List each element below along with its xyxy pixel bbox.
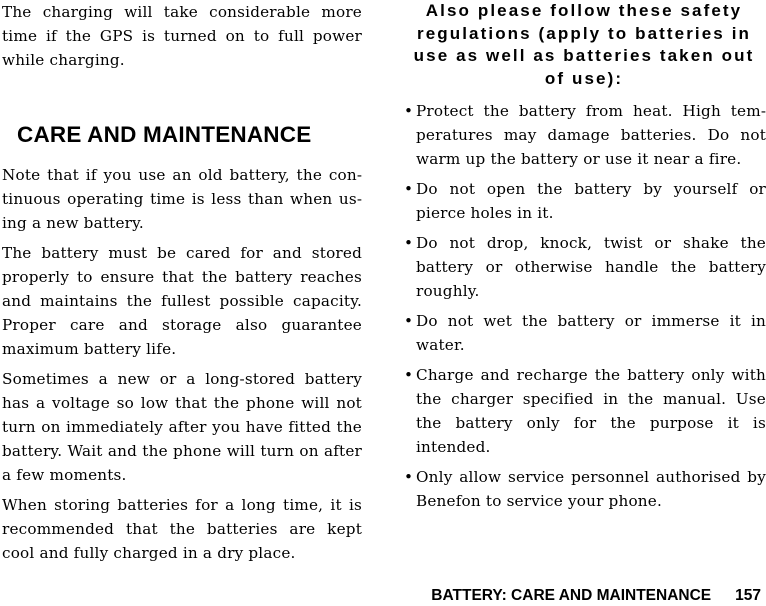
section-title: CARE AND MAINTENANCE (17, 122, 312, 147)
list-item-text: Do not open the battery by yourself or pierce holes in it. (416, 180, 766, 223)
bullet-icon: • (404, 180, 414, 199)
paragraph-long-storage: When storing batteries for a long time, it is recommended that the batteries are kept cool and fully charged in a dry place. (2, 496, 362, 562)
bullet-icon: • (404, 366, 414, 385)
bullet-icon: • (404, 468, 414, 487)
paragraph-care-storage: The battery must be cared for and stored properly to ensure that the battery reaches and maintains the fullest possible capacity. Proper care and storage also guarantee maximum battery life. (2, 244, 362, 358)
footer-section-title: BATTERY: CARE AND MAINTENANCE (431, 587, 712, 604)
intro-paragraph: The charging will take considerable more time if the GPS is turned on to full power while charging. (2, 3, 362, 69)
list-item-text: Do not drop, knock, twist or shake the battery or otherwise handle the battery roughly. (416, 234, 766, 301)
bullet-icon: • (404, 312, 414, 331)
list-item (402, 177, 766, 225)
list-item (402, 309, 766, 357)
list-item (402, 465, 766, 513)
list-item-text: Only allow service personnel authorised by Benefon to service your phone. (416, 468, 766, 511)
list-item (402, 231, 766, 303)
list-item-text: Charge and recharge the battery only with the charger specified in the manual. Use the battery only for the purpose it is intended. (416, 366, 766, 457)
list-item (402, 363, 766, 459)
page-number: 157 (735, 587, 761, 604)
list-item (402, 99, 766, 171)
safety-list (402, 99, 766, 513)
list-item-text: Protect the battery from heat. High temperatures may damage batteries. Do not warm up the battery or use it near a fire. (416, 102, 766, 169)
bullet-icon: • (404, 234, 414, 253)
left-column (2, 0, 362, 571)
paragraph-old-battery: Note that if you use an old battery, the continuous operating time is less than when using a new battery. (2, 166, 362, 232)
right-column (402, 0, 766, 519)
paragraph-low-voltage: Sometimes a new or a long-stored battery has a voltage so low that the phone will not turn on immediately after you have fitted the battery. Wait and the phone will turn on after a few moments. (2, 370, 362, 484)
list-item-text: Do not wet the battery or immerse it in water. (416, 312, 766, 355)
bullet-icon: • (404, 102, 414, 121)
page-footer (431, 586, 761, 606)
safety-heading: Also please follow these safety regulations (apply to batteries in use as well as batteries taken out of use): (413, 1, 755, 88)
